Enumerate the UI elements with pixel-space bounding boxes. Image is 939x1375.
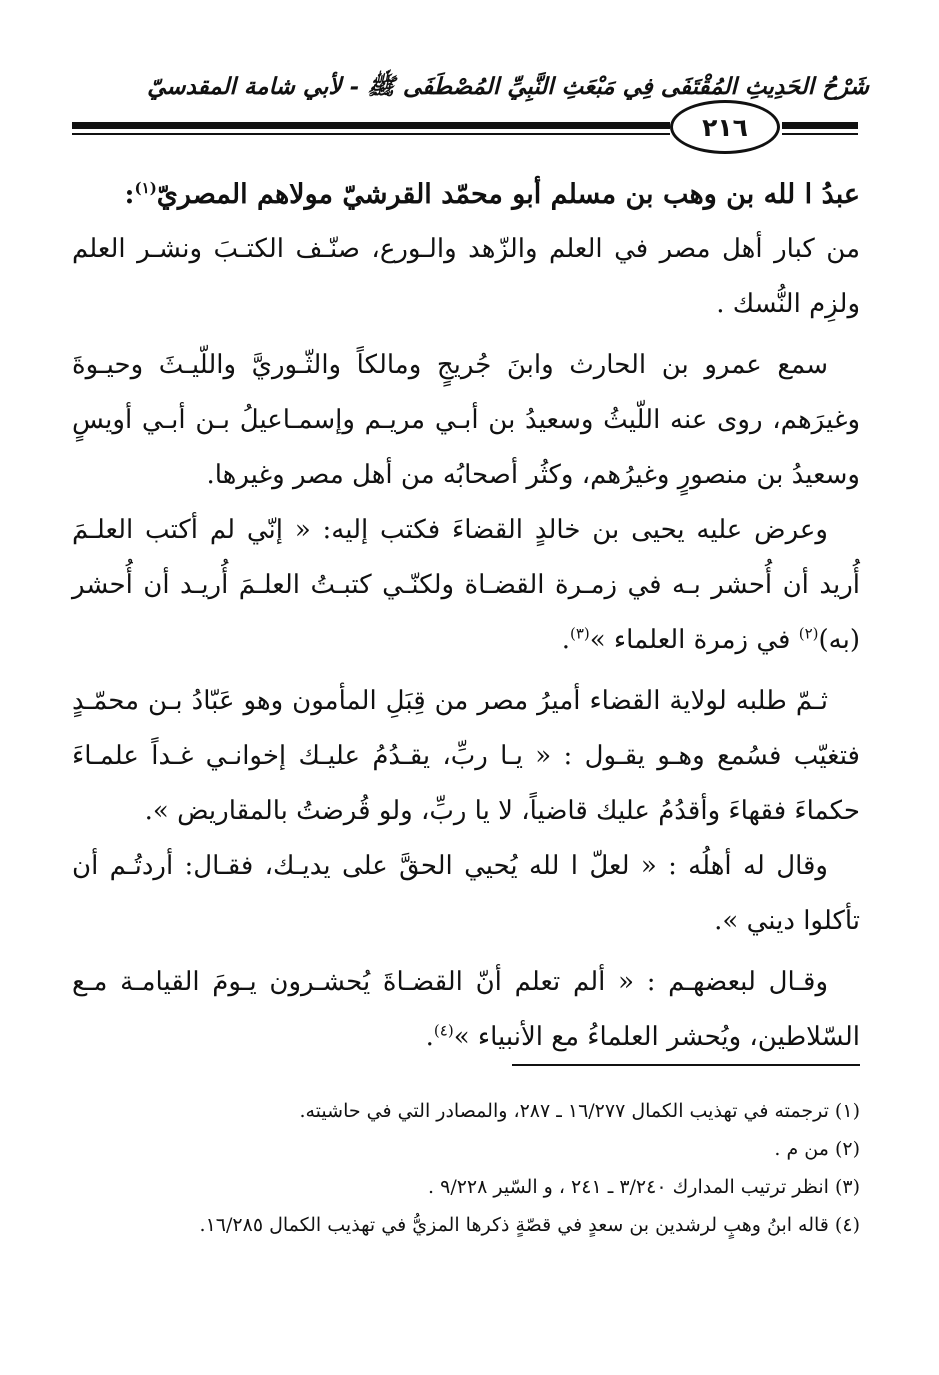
entry-heading-text: عبدُ ا لله بن وهب بن مسلم أبو محمّد القرشيّ مولاهم المصريّ	[156, 179, 860, 210]
footnote-ref-3: (٣)	[569, 624, 590, 643]
header-rule-thin-left	[72, 133, 670, 135]
footnotes	[72, 1092, 860, 1244]
footnote-ref-2: (٢)	[798, 624, 819, 643]
header-rule-thick-right	[782, 122, 858, 129]
running-title: شَرْحُ الحَدِيثِ المُقْتَفَى فِي مَبْعَثِ النَّبِيِّ المُصْطَفَى ﷺ - لأبي شامة المقدسيّ	[147, 73, 869, 100]
entry-heading	[72, 168, 860, 222]
paragraph-5: وقال له أهلُه : « لعلّ ا لله يُحيي الحقَّ على يديـك، فقـال: أردتُـم أن تأكلوا ديني ».	[72, 851, 860, 936]
footnote-ref-4: (٤)	[433, 1021, 454, 1040]
header-rule-thick-left	[72, 122, 670, 129]
entry-heading-colon: :	[124, 179, 135, 210]
footnote-ref-1: (١)	[134, 179, 157, 197]
paragraph-3-text-b: في زمرة العلماء »	[589, 625, 799, 655]
footnote-4: (٤) قاله ابنُ وهبٍ لرشدين بن سعدٍ في قصّةٍ ذكرها المزيُّ في تهذيب الكمال ١٦/٢٨٥.	[199, 1214, 860, 1236]
header-rule-thin-right	[782, 133, 858, 135]
footnote-2: (٢) من م .	[774, 1138, 860, 1160]
paragraph-1: من كبار أهل مصر في العلم والزّهد والـورع، صنّـف الكتـبَ ونشـر العلم ولزِم النُّسك .	[72, 234, 860, 319]
main-text	[72, 168, 860, 1065]
paragraph-3-text-a: وعرض عليه يحيى بن خالدٍ القضاءَ فكتب إليه: « إنّي لم أكتب العلـمَ أُريد أن أُحشر بـه في زمـرة القضـاة ولكنّـي كتبـتُ العلـمَ أُريـد أن أُحشر (به)	[72, 515, 860, 655]
paragraph-3-end: .	[561, 625, 570, 655]
footnote-separator	[512, 1064, 860, 1066]
paragraph-2: سمع عمرو بن الحارث وابنَ جُريجٍ ومالكاً والثّـوريَّ واللّيـثَ وحيـوةَ وغيرَهم، روى عنه اللّيثُ وسعيدُ بن أبـي مريـم وإسمـاعيلُ بـن أبـي أويسٍ وسعيدُ بن منصورٍ وغيرُهم، وكثُر أصحابُه من أهل مصر وغيرها.	[72, 350, 860, 490]
paragraph-3	[72, 503, 860, 668]
footnote-1: (١) ترجمته في تهذيب الكمال ١٦/٢٧٧ ـ ٢٨٧، والمصادر التي في حاشيته.	[299, 1100, 860, 1122]
paragraph-6	[72, 955, 860, 1065]
paragraph-6-end: .	[425, 1022, 434, 1052]
page-number: ٢١٦	[670, 100, 780, 154]
paragraph-4: ثـمّ طلبه لولاية القضاء أميرُ مصر من قِبَلِ المأمون وهو عَبّادُ بـن محمّـدٍ فتغيّب فسُمع وهـو يقـول : « يـا ربِّ، يقـدُمُ عليـك إخوانـي غـداً علمـاءَ حكماءَ فقهاءَ وأقدُمُ عليك قاضياً، لا يا ربِّ، ولو قُرضتُ بالمقاريض ».	[72, 686, 860, 826]
footnote-3: (٣) انظر ترتيب المدارك ٣/٢٤٠ ـ ٢٤١ ، و السّير ٩/٢٢٨ .	[428, 1176, 860, 1198]
paragraph-6-text: وقـال لبعضهـم : « ألم تعلم أنّ القضـاةَ يُحشـرون يـومَ القيامـة مـع السّلاطين، ويُحشر العلماءُ مع الأنبياء »	[72, 967, 860, 1052]
